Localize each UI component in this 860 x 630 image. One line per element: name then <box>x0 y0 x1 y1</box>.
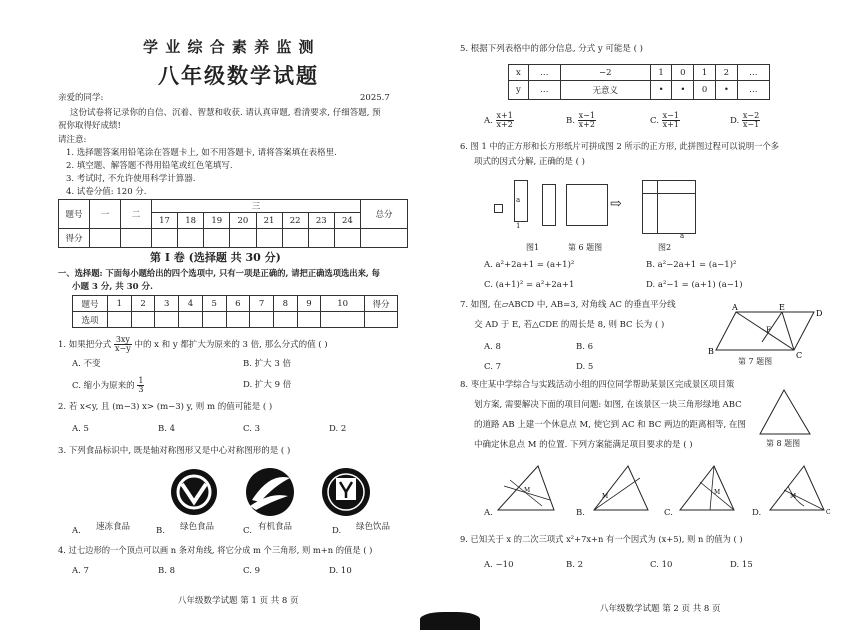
q1-option-d: D. 扩大 9 倍 <box>243 380 292 390</box>
q5-y-cell: • <box>715 81 737 100</box>
greeting: 亲爱的同学: <box>58 93 104 103</box>
q8a-point-m: M <box>524 487 531 494</box>
q3-option-b-label: 绿色食品 <box>180 522 215 532</box>
answer-num: 10 <box>321 296 365 312</box>
question-8-stem-3: 的道路 AB 上建一个休息点 M, 使它到 AC 和 BC 两边的距离相等, 在图 <box>474 420 746 430</box>
q8-option-b: B. <box>576 508 585 518</box>
main-title: 八年级数学试题 <box>158 63 319 88</box>
section-intro-2: 小题 3 分, 共 30 分. <box>72 282 153 292</box>
answer-num: 7 <box>250 296 274 312</box>
answer-row1-label: 题号 <box>73 296 108 312</box>
score-sub-col: 19 <box>204 213 230 229</box>
question-7-stem-1: 7. 如图, 在▱ABCD 中, AB=3, 对角线 AC 的垂直平分线 <box>460 300 676 310</box>
fig1-label-1: 1 <box>516 222 521 230</box>
q4-option-c: C. 9 <box>243 566 261 576</box>
q5-d-num: x−2 <box>742 111 760 120</box>
q5-b-num: x−1 <box>578 111 595 120</box>
q8-option-d: D. <box>752 508 762 518</box>
question-7-stem-2: 交 AD 于 E, 若△CDE 的周长是 8, 则 BC 长为 ( ) <box>474 320 665 330</box>
q5-c-num: x−1 <box>662 111 679 120</box>
q6-option-c: C. (a+1)² = a²+2a+1 <box>484 280 575 290</box>
q8b-point-m: M <box>602 493 609 500</box>
q5-y-cell: y <box>509 81 529 100</box>
score-col-3: 三 <box>152 200 361 213</box>
q7-option-c: C. 7 <box>484 362 502 372</box>
q5-c-frac <box>662 112 680 129</box>
score-cell[interactable] <box>230 229 256 248</box>
answer-score: 得分 <box>365 296 398 312</box>
q1-c-num: 1 <box>138 376 144 385</box>
score-total: 总分 <box>361 200 408 229</box>
q5-a-den: x+2 <box>496 120 513 129</box>
q5-c-den: x+1 <box>662 120 679 129</box>
note-1: 1. 选择题答案用铅笔涂在答题卡上, 如不用答题卡, 请将答案填在表格里. <box>66 148 337 158</box>
q5-d-frac <box>742 112 760 129</box>
q7-point-e: E <box>779 303 785 312</box>
q8-figure-c <box>674 460 740 516</box>
q7-option-a: A. 8 <box>484 342 501 352</box>
q5-option-c <box>650 112 680 129</box>
score-row2-label: 得分 <box>59 229 90 248</box>
fig2-line-v <box>657 181 658 233</box>
answer-cell[interactable] <box>226 312 250 328</box>
answer-num: 5 <box>202 296 226 312</box>
q4-option-d: D. 10 <box>329 566 352 576</box>
q8-figure-d <box>764 460 830 516</box>
q7-figure <box>706 302 826 362</box>
question-8-stem-1: 8. 枣庄某中学综合与实践活动小组的四位同学帮助某景区完成景区项目策 <box>460 380 735 390</box>
score-col-1: 一 <box>90 200 121 229</box>
right-page <box>430 0 860 630</box>
q5-option-b <box>566 112 596 129</box>
q5-b-pre: B. <box>566 116 575 126</box>
q5-y-cell: 0 <box>694 81 716 100</box>
q5-x-cell: 0 <box>672 65 694 81</box>
q4-option-a: A. 7 <box>72 566 89 576</box>
question-5-stem: 5. 根据下列表格中的部分信息, 分式 y 可能是 ( ) <box>460 44 643 54</box>
q5-option-d <box>730 112 760 129</box>
question-8-stem-2: 划方案, 需要解决下面的项目问题: 如图, 在该景区一块三角形绿地 ABC <box>474 400 742 410</box>
q5-y-cell: • <box>672 81 694 100</box>
header-title: 学 业 综 合 素 养 监 测 <box>143 38 315 56</box>
score-sub-col: 22 <box>282 213 308 229</box>
score-cell[interactable] <box>178 229 204 248</box>
q8-option-a: A. <box>484 508 493 518</box>
score-cell[interactable] <box>204 229 230 248</box>
q5-x-cell: 1 <box>650 65 672 81</box>
q1-frac-den: x−y <box>115 344 131 353</box>
answer-cell[interactable] <box>250 312 274 328</box>
arrow-icon: ⇨ <box>610 196 622 212</box>
q1-c-fraction <box>137 377 144 394</box>
q5-a-num: x+1 <box>496 111 513 120</box>
q3-option-c: C. <box>243 526 252 536</box>
scan-shadow <box>420 612 480 630</box>
q6-option-d: D. a²−1 = (a+1) (a−1) <box>646 280 743 290</box>
answer-num: 3 <box>155 296 179 312</box>
q7-point-a: A <box>732 303 738 312</box>
fig1-caption: 图1 <box>526 243 540 252</box>
question-6-stem-2: 项式的因式分解, 正确的是 ( ) <box>474 157 585 167</box>
q7-option-d: D. 5 <box>576 362 594 372</box>
q3-option-a: A. <box>72 526 81 536</box>
right-footer: 八年级数学试题 第 2 页 共 8 页 <box>600 604 721 614</box>
answer-cell[interactable] <box>108 312 132 328</box>
score-cell[interactable] <box>361 229 408 248</box>
question-8-stem-4: 中确定休息点 M 的位置. 下列方案能满足项目要求的是 ( ) <box>474 440 693 450</box>
exam-date: 2025.7 <box>360 93 390 103</box>
organic-food-logo <box>322 468 370 516</box>
score-col-2: 二 <box>121 200 152 229</box>
q2-option-b: B. 4 <box>158 424 176 434</box>
answer-num: 9 <box>297 296 321 312</box>
question-9-stem: 9. 已知关于 x 的二次三项式 x²+7x+n 有一个因式为 (x+5), 则 n 的值为 ( ) <box>460 534 743 544</box>
fig2-square <box>642 180 696 234</box>
q5-x-cell: 1 <box>694 65 716 81</box>
q5-b-frac <box>578 112 596 129</box>
q7-point-f: F <box>766 326 771 334</box>
q8-main-figure <box>754 384 814 436</box>
answer-cell[interactable] <box>155 312 179 328</box>
score-cell[interactable] <box>256 229 282 248</box>
q5-x-cell: … <box>528 65 560 81</box>
section-title: 第 I 卷 (选择题 共 30 分) <box>150 251 281 264</box>
q5-x-cell: 2 <box>715 65 737 81</box>
q7-fig-caption: 第 7 题图 <box>738 357 773 366</box>
q1-option-a: A. 不变 <box>72 359 101 369</box>
answer-cell[interactable] <box>297 312 321 328</box>
q3-logos <box>170 462 410 522</box>
q5-table <box>508 64 770 100</box>
score-cell[interactable] <box>90 229 121 248</box>
answer-cell[interactable] <box>131 312 155 328</box>
note-4: 4. 试卷分值: 120 分. <box>66 187 147 197</box>
q8d-point-m: M <box>790 493 797 500</box>
answer-row2-label: 选项 <box>73 312 108 328</box>
q5-b-den: x+2 <box>578 120 595 129</box>
intro-line-1: 这份试卷将记录你的自信、沉着、智慧和收获. 请认真审题, 看清要求, 仔细答题, 预 <box>70 108 381 118</box>
question-1-stem <box>58 336 328 353</box>
q7-point-d: D <box>816 309 823 318</box>
q8-figure-a <box>494 460 560 516</box>
q1-option-b: B. 扩大 3 倍 <box>243 359 291 369</box>
q4-option-b: B. 8 <box>158 566 176 576</box>
q6-option-a: A. a²+2a+1 = (a+1)² <box>484 260 575 270</box>
q8-fig-caption: 第 8 题图 <box>766 439 801 448</box>
answer-num: 2 <box>131 296 155 312</box>
q3-option-c-label: 有机食品 <box>258 522 293 532</box>
q1-fraction <box>114 336 132 353</box>
q5-d-pre: D. <box>730 116 740 126</box>
q1-c-pre: C. 缩小为原来的 <box>72 381 135 391</box>
q8-option-c: C. <box>664 508 673 518</box>
answer-num: 6 <box>226 296 250 312</box>
fig1-rect-2 <box>542 184 556 226</box>
q1-pre: 1. 如果把分式 <box>58 340 112 350</box>
intro-line-2: 祝你取得好成绩! <box>58 121 121 131</box>
q5-c-pre: C. <box>650 116 659 126</box>
score-sub-col: 20 <box>230 213 256 229</box>
score-sub-col: 18 <box>178 213 204 229</box>
quick-frozen-food-logo <box>171 469 217 515</box>
score-cell[interactable] <box>282 229 308 248</box>
score-cell[interactable] <box>121 229 152 248</box>
q2-option-d: D. 2 <box>329 424 347 434</box>
q8-figure-b <box>588 460 654 516</box>
q8c-point-m: M <box>714 489 721 496</box>
q1-frac-num: 3xy <box>115 335 130 344</box>
q2-option-a: A. 5 <box>72 424 89 434</box>
answer-cell[interactable] <box>273 312 297 328</box>
answer-cell[interactable] <box>365 312 398 328</box>
fig1-label-a: a <box>516 196 521 204</box>
q9-option-a: A. −10 <box>484 560 514 570</box>
question-6-stem-1: 6. 图 1 中的正方形和长方形纸片可拼成图 2 所示的正方形, 此拼图过程可以说明一个多 <box>460 141 780 151</box>
answer-num: 8 <box>273 296 297 312</box>
note-2: 2. 填空题、解答题不得用铅笔或红色笔填写. <box>66 161 233 171</box>
score-sub-col: 17 <box>152 213 178 229</box>
q9-option-d: D. 15 <box>730 560 753 570</box>
fig1-small-square <box>494 204 503 213</box>
answer-num: 4 <box>179 296 203 312</box>
q9-option-c: C. 10 <box>650 560 673 570</box>
score-table <box>58 199 408 248</box>
q5-option-a <box>484 112 514 129</box>
fig1-big-square <box>566 184 608 226</box>
fig2-label-a: a <box>680 232 685 240</box>
q5-x-cell: … <box>737 65 769 81</box>
section-intro-1: 一、选择题: 下面每小题给出的四个选项中, 只有一项是正确的, 请把正确选项选出来, 每 <box>58 268 380 278</box>
q5-x-cell: x <box>509 65 529 81</box>
score-cell[interactable] <box>334 229 360 248</box>
left-footer: 八年级数学试题 第 1 页 共 8 页 <box>178 596 299 606</box>
q5-y-cell: • <box>650 81 672 100</box>
q7-option-b: B. 6 <box>576 342 594 352</box>
score-row1-label: 题号 <box>59 200 90 229</box>
answer-cell[interactable] <box>321 312 365 328</box>
q2-option-c: C. 3 <box>243 424 261 434</box>
q3-option-d-label: 绿色饮品 <box>356 522 391 532</box>
q7-point-c: C <box>796 351 803 360</box>
question-4-stem: 4. 过七边形的一个顶点可以画 n 条对角线, 将它分成 m 个三角形, 则 m+n 的值是 ( ) <box>58 545 373 555</box>
q5-y-cell: … <box>528 81 560 100</box>
notes-title: 请注意: <box>58 135 87 145</box>
score-sub-col: 24 <box>334 213 360 229</box>
score-sub-col: 23 <box>308 213 334 229</box>
question-2-stem: 2. 若 x<y, 且 (m−3) x> (m−3) y, 则 m 的值可能是 ( ) <box>58 402 273 412</box>
answer-num: 1 <box>108 296 132 312</box>
answer-table <box>72 295 398 328</box>
green-food-logo <box>246 468 294 516</box>
q7-point-b: B <box>708 347 714 356</box>
q1-c-den: 3 <box>138 385 144 394</box>
q8d-point-c: C <box>826 509 831 516</box>
q5-a-pre: A. <box>484 116 493 126</box>
q5-y-cell: 无意义 <box>560 81 650 100</box>
answer-cell[interactable] <box>202 312 226 328</box>
note-3: 3. 考试时, 不允许使用科学计算器. <box>66 174 196 184</box>
score-cell[interactable] <box>152 229 178 248</box>
score-sub-col: 21 <box>256 213 282 229</box>
q1-post: 中的 x 和 y 都扩大为原来的 3 倍, 那么分式的值 ( ) <box>134 340 328 350</box>
q3-option-d: D. <box>332 526 342 536</box>
q3-option-b: B. <box>156 526 165 536</box>
question-3-stem: 3. 下列食品标识中, 既是轴对称图形又是中心对称图形的是 ( ) <box>58 446 291 456</box>
q6-option-b: B. a²−2a+1 = (a−1)² <box>646 260 737 270</box>
q5-x-cell: −2 <box>560 65 650 81</box>
score-cell[interactable] <box>308 229 334 248</box>
q6-fig-caption: 第 6 题图 <box>568 243 603 252</box>
q5-y-cell: … <box>737 81 769 100</box>
q9-option-b: B. 2 <box>566 560 584 570</box>
fig2-line-h <box>643 193 695 194</box>
answer-cell[interactable] <box>179 312 203 328</box>
q5-a-frac <box>496 112 514 129</box>
q3-option-a-label: 速冻食品 <box>96 522 131 532</box>
q5-d-den: x−1 <box>742 120 760 129</box>
q1-option-c <box>72 377 144 394</box>
fig2-caption: 图2 <box>658 243 672 252</box>
